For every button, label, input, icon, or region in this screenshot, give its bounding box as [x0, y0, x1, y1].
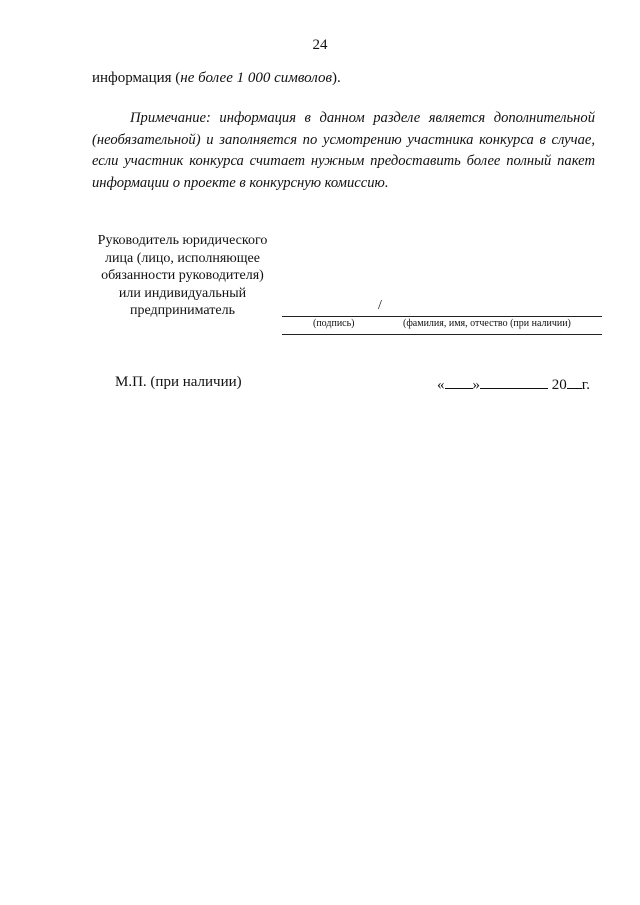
caption-underline: [282, 334, 602, 335]
signature-separator: /: [378, 298, 382, 313]
signatory-title-line: предприниматель: [130, 303, 235, 318]
note-text: Примечание: информация в данном разделе является дополнительной (необязательной) и заполняется по усмотрению участника конкурса в случае, если участник конкурса считает нужным предоставить более полный пакет информации о проекте в конкурсную комиссию.: [92, 110, 595, 191]
date-field: [437, 374, 590, 394]
name-caption: (фамилия, имя, отчество (при наличии): [403, 318, 571, 329]
info-line-prefix: информация (: [92, 70, 181, 86]
year-suffix: г.: [581, 377, 590, 393]
signatory-title-line: обязанности руководителя): [101, 268, 264, 283]
stamp-label: М.П. (при наличии): [115, 374, 242, 390]
info-line: [92, 70, 341, 87]
signatory-title: [80, 232, 285, 320]
signatory-title-line: лица (лицо, исполняющее: [105, 250, 260, 266]
info-line-suffix: ).: [332, 70, 341, 86]
month-blank[interactable]: [480, 374, 548, 389]
signatory-title-line: или индивидуальный: [118, 285, 247, 301]
page-number: 24: [312, 37, 328, 53]
info-line-limit: не более 1 000 символов: [180, 70, 333, 86]
date-close-quote: »: [472, 377, 480, 393]
year-blank[interactable]: [567, 374, 582, 389]
year-prefix: 20: [551, 377, 567, 393]
note-paragraph: [92, 108, 595, 194]
signatory-title-line: Руководитель юридического: [97, 233, 268, 248]
day-blank[interactable]: [445, 374, 473, 389]
signature-caption: (подпись): [313, 318, 355, 329]
date-open-quote: «: [437, 377, 445, 393]
signature-line: [282, 316, 602, 317]
